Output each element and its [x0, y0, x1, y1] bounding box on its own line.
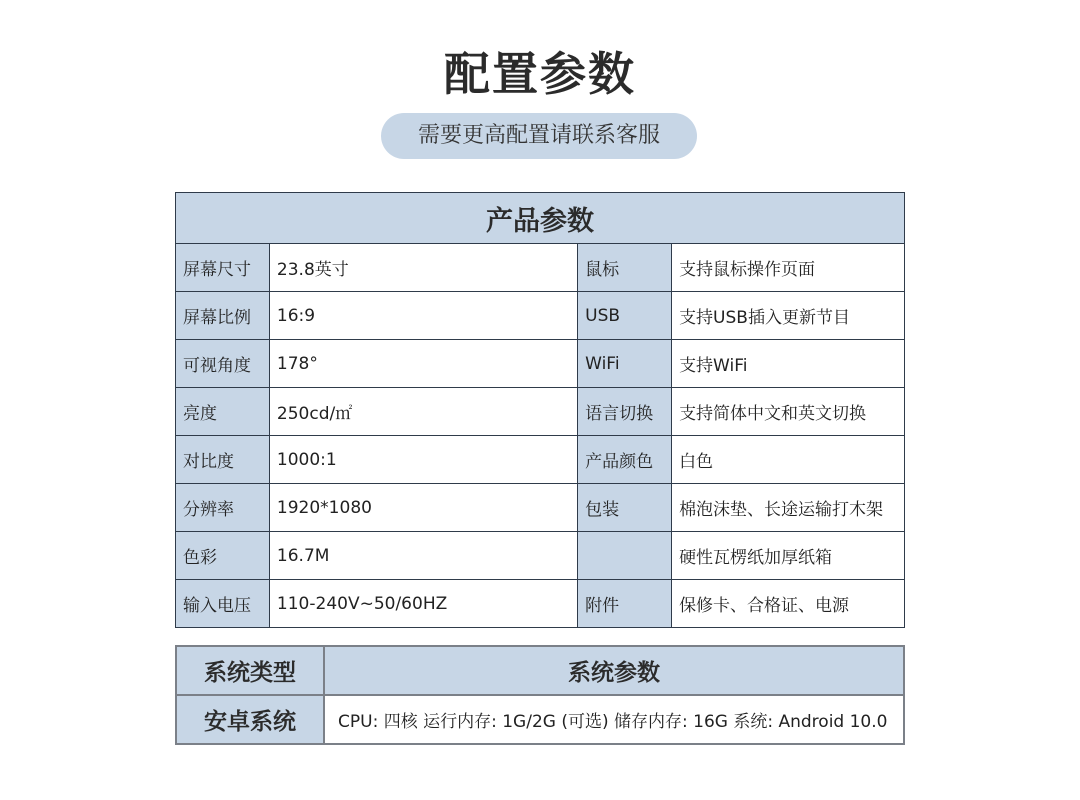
table-row [176, 695, 904, 744]
table-row [176, 292, 905, 340]
spec-label: 输入电压 [176, 580, 270, 628]
spec-label: 屏幕比例 [176, 292, 270, 340]
table-row [176, 646, 904, 695]
table-row [176, 484, 905, 532]
spec-value: 178° [269, 340, 577, 388]
spec-table-header-row [176, 193, 905, 244]
spec-label: 附件 [578, 580, 672, 628]
spec-label: 屏幕尺寸 [176, 244, 270, 292]
spec-label: 色彩 [176, 532, 270, 580]
spec-label: 语言切换 [578, 388, 672, 436]
spec-value: 保修卡、合格证、电源 [672, 580, 905, 628]
table-row [176, 340, 905, 388]
system-params-header: 系统参数 [324, 646, 904, 695]
page-title: 配置参数 [444, 47, 636, 101]
spec-value: 支持简体中文和英文切换 [672, 388, 905, 436]
spec-value: 支持鼠标操作页面 [672, 244, 905, 292]
product-spec-table [175, 192, 905, 628]
spec-label: USB [578, 292, 672, 340]
spec-value: 棉泡沫垫、长途运输打木架 [672, 484, 905, 532]
spec-value: 16.7M [269, 532, 577, 580]
system-type-header: 系统类型 [176, 646, 324, 695]
system-spec-table [175, 645, 905, 745]
spec-value: 250cd/㎡ [269, 388, 577, 436]
spec-value: 支持WiFi [672, 340, 905, 388]
spec-label: 对比度 [176, 436, 270, 484]
spec-value: 1920*1080 [269, 484, 577, 532]
spec-value: 23.8英寸 [269, 244, 577, 292]
spec-label: 包装 [578, 484, 672, 532]
spec-value: 110-240V~50/60HZ [269, 580, 577, 628]
system-type-value: 安卓系统 [176, 695, 324, 744]
spec-label: 鼠标 [578, 244, 672, 292]
spec-value: 16:9 [269, 292, 577, 340]
spec-value: 白色 [672, 436, 905, 484]
spec-label: 产品颜色 [578, 436, 672, 484]
spec-label: 亮度 [176, 388, 270, 436]
spec-label: 可视角度 [176, 340, 270, 388]
table-row [176, 388, 905, 436]
spec-value: 硬性瓦楞纸加厚纸箱 [672, 532, 905, 580]
spec-label: WiFi [578, 340, 672, 388]
spec-label [578, 532, 672, 580]
system-params-value: CPU: 四核 运行内存: 1G/2G (可选) 储存内存: 16G 系统: Android 10.0 [324, 695, 904, 744]
spec-value: 支持USB插入更新节目 [672, 292, 905, 340]
spec-table-header: 产品参数 [176, 193, 905, 244]
table-row [176, 532, 905, 580]
spec-label: 分辨率 [176, 484, 270, 532]
table-row [176, 436, 905, 484]
contact-service-banner: 需要更高配置请联系客服 [381, 113, 697, 159]
table-row [176, 244, 905, 292]
table-row [176, 580, 905, 628]
spec-value: 1000:1 [269, 436, 577, 484]
